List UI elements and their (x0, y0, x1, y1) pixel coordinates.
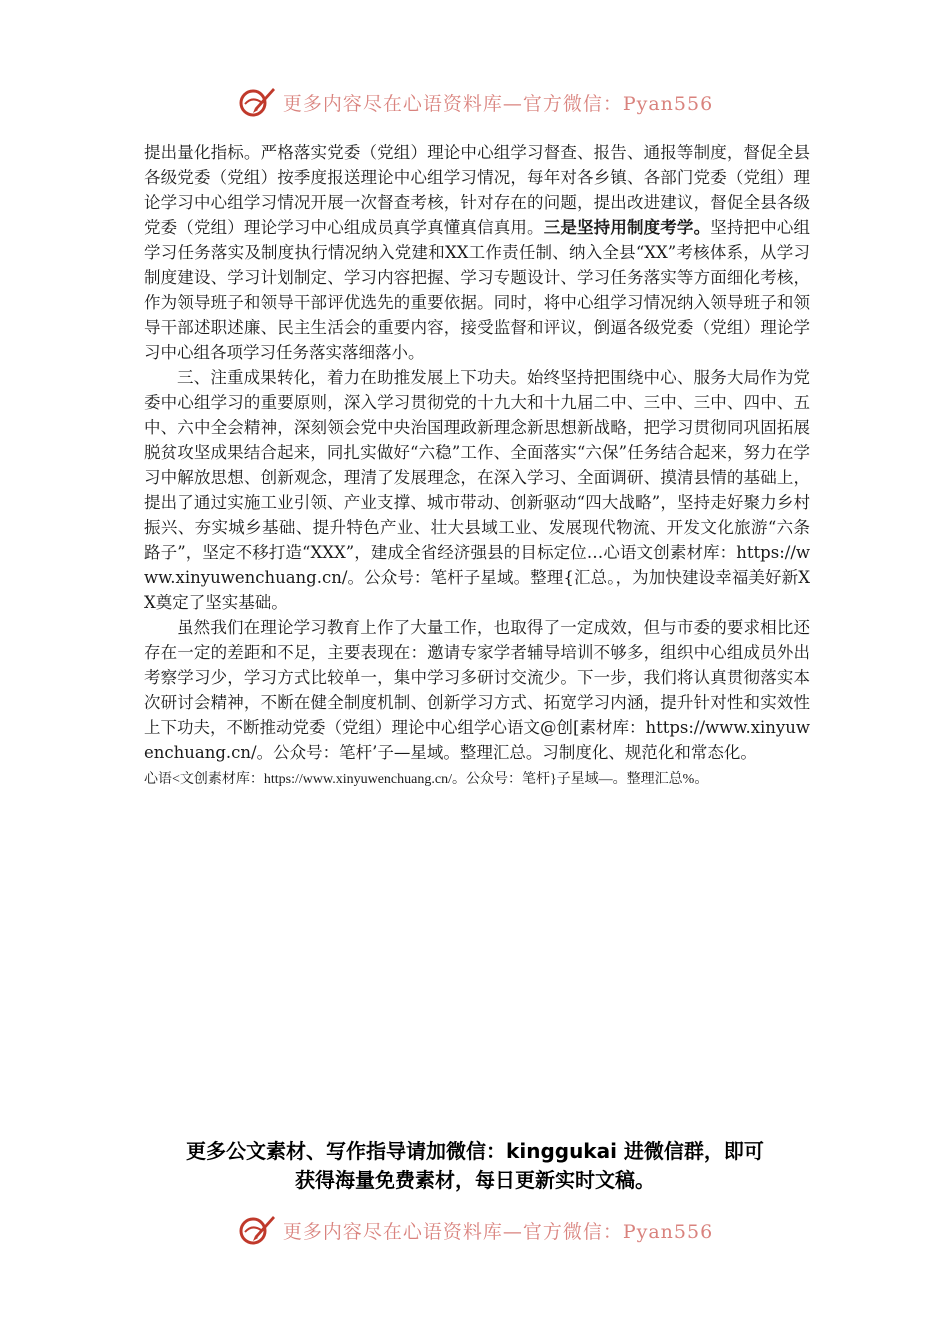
document-body (144, 140, 810, 791)
paragraph-2: 三、注重成果转化，着力在助推发展上下功夫。始终坚持把围绕中心、服务大局作为党委中心组学习的重要原则，深入学习贯彻党的十九大和十九届二中、三中、三中、四中、五中、六中全会精神，深刻领会党中央治国理政新理念新思想新战略，把学习贯彻同巩固拓展脱贫攻坚成果结合起来，同扎实做好“六稳”工作、全面落实“六保”任务结合起来，努力在学习中解放思想、创新观念，理清了发展理念，在深入学习、全面调研、摸清县情的基础上，提出了通过实施工业引领、产业支撑、城市带动、创新驱动“四大战略”，坚持走好聚力乡村振兴、夯实城乡基础、提升特色产业、壮大县域工业、发展现代物流、开发文化旅游“六条路子”，坚定不移打造“XXX”，建成全省经济强县的目标定位…心语文创素材库：https://www.xinyuwenchuang.cn/。公众号：笔杆子星域。整理{汇总。，为加快建设幸福美好新XX奠定了坚实基础。 (144, 368, 810, 612)
header-brand-text: 更多内容尽在心语资料库—官方微信：Pyan556 (282, 92, 714, 115)
header-watermark (0, 82, 950, 122)
promo-line-1: 更多公文素材、写作指导请加微信：kinggukai 进微信群，即可 (186, 1139, 764, 1163)
footer-watermark (0, 1210, 950, 1250)
pen-logo-icon (237, 82, 277, 122)
paragraph-1 (144, 140, 810, 365)
paragraph-3: 虽然我们在理论学习教育上作了大量工作，也取得了一定成效，但与市委的要求相比还存在一定的差距和不足，主要表现在：邀请专家学者辅导培训不够多，组织中心组成员外出考察学习少，学习方式比较单一，集中学习多研讨交流少。下一步，我们将认真贯彻落实本次研讨会精神，不断在健全制度机制、创新学习方式、拓宽学习内涵，提升针对性和实效性上下功夫，不断推动党委（党组）理论中心组学心语文@创[素材库：https://www.xinyuwenchuang.cn/。公众号：笔杆’子—星域。整理汇总。习制度化、规范化和常态化。 (144, 618, 810, 762)
source-note: 心语<文创素材库：https://www.xinyuwenchuang.cn/。公众号：笔杆}子星域—。整理汇总%。 (144, 772, 709, 787)
footer-brand-text: 更多内容尽在心语资料库—官方微信：Pyan556 (282, 1220, 714, 1243)
promo-block (0, 1137, 950, 1195)
promo-line-2: 获得海量免费素材，每日更新实时文稿。 (295, 1168, 655, 1192)
pen-logo-icon (237, 1210, 277, 1250)
paragraph-1-heading: 三是坚持用制度考学。 (543, 218, 711, 237)
paragraph-1-rest: 坚持把中心组学习任务落实及制度执行情况纳入党建和XX工作责任制、纳入全县“XX”考核体系，从学习制度建设、学习计划制定、学习内容把握、学习专题设计、学习任务落实等方面细化考核，作为领导班子和领导干部评优选先的重要依据。同时，将中心组学习情况纳入领导班子和领导干部述职述廉、民主生活会的重要内容，接受监督和评议，倒逼各级党委（党组）理论学习中心组各项学习任务落实落细落小。 (144, 218, 811, 362)
paragraph-1-text: 提出量化指标。严格落实党委（党组）理论中心组学习督查、报告、通报等制度，督促全县各级党委（党组）按季度报送理论中心组学习情况，每年对各乡镇、各部门党委（党组）理论学习中心组学习情况开展一次督查考核，针对存在的问题，提出改进建议，督促全县各级党委（党组）理论学习中心组成员真学真懂真信真用。 (144, 143, 810, 237)
